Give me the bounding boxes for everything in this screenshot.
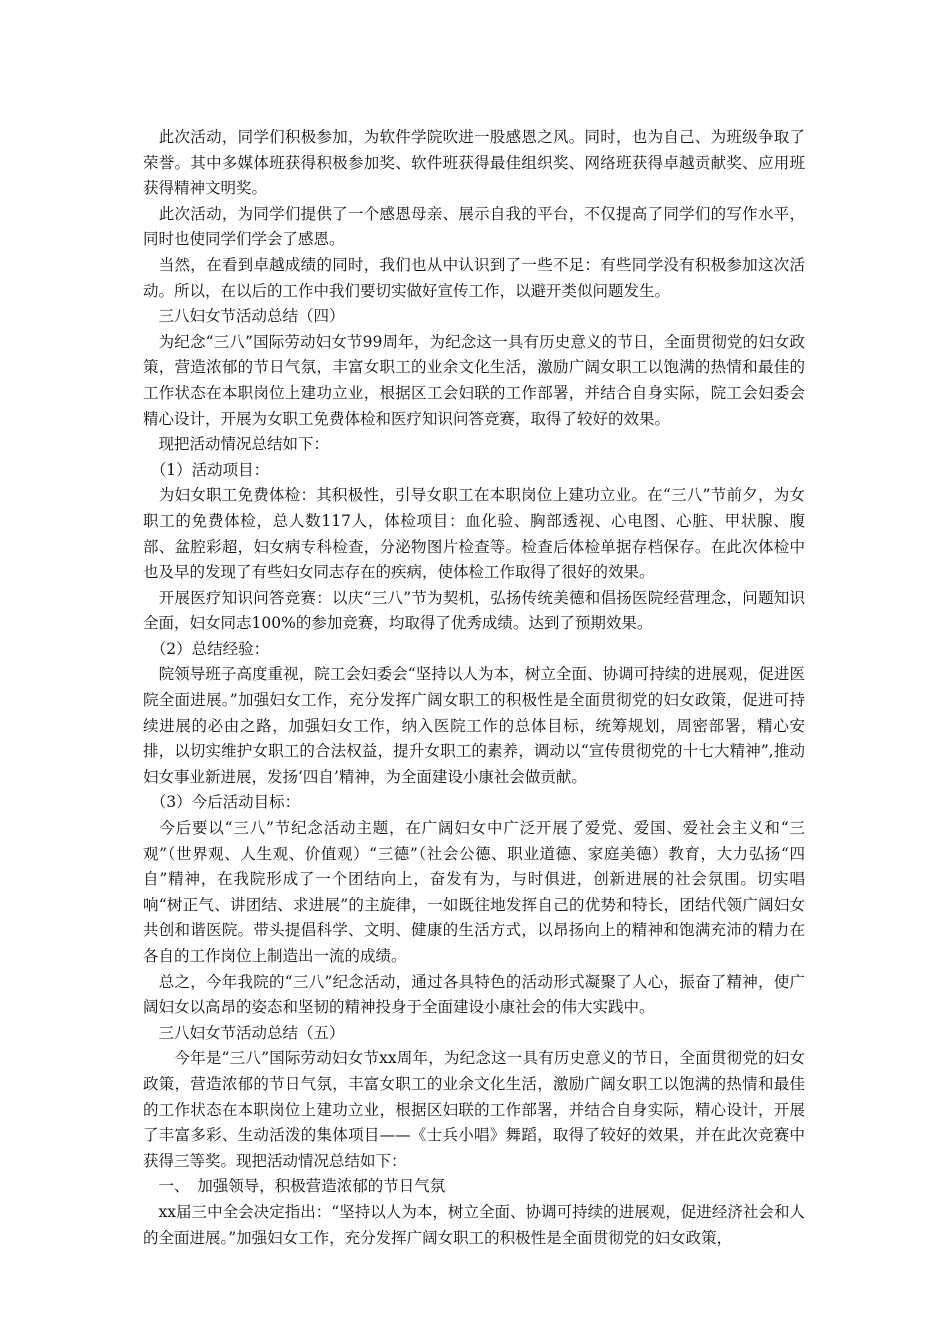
paragraph-shortcomings: 当然，在看到卓越成绩的同时，我们也从中认识到了一些不足：有些同学没有积极参加这次活动。所以，在以后的工作中我们要切实做好宣传工作，以避开类似问题发生。 <box>143 255 805 300</box>
subheading-future-goals: （3）今后活动目标： <box>143 793 301 812</box>
paragraph-platform: 此次活动，为同学们提供了一个感恩母亲、展示自我的平台，不仅提高了同学们的写作水平，同时也使同学们学会了感恩。 <box>143 204 805 249</box>
subheading-leadership: 一、 加强领导，积极营造浓郁的节日气氛 <box>143 1177 446 1196</box>
paragraph-intro-five: 今年是“三八”国际劳动妇女节xx周年，为纪念这一具有历史意义的节日，全面贯彻党的妇女政策，营造浓郁的节日气氛，丰富女职工的业余文化生活，激励广阔女职工以饱满的热情和最佳的工作状态在本职岗位上建功立业，根据区妇联的工作部署，并结合自身实际，精心设计，开展了丰富多彩、生动活泼的集体项目——《士兵小唱》舞蹈，取得了较好的效果，并在此次竞赛中获得三等奖。现把活动情况总结如下： <box>143 1049 805 1170</box>
paragraph-experience: 院领导班子高度重视，院工会妇委会“坚持以人为本，树立全面、协调可持续的进展观，促进医院全面进展。”加强妇女工作，充分发挥广阔女职工的积极性是全面贯彻党的妇女政策，促进可持续进展的必由之路，加强妇女工作，纳入医院工作的总体目标，统筹规划，周密部署，精心安排，以切实维护女职工的合法权益，提升女职工的素养，调动以“宣传贯彻党的十七大精神”,推动妇女事业新进展，发扬‘四自’精神，为全面建设小康社会做贡献。 <box>143 665 805 786</box>
paragraph-summary-lead: 现把活动情况总结如下： <box>143 435 330 454</box>
paragraph-plenum: xx届三中全会决定指出：“坚持以人为本，树立全面、协调可持续的进展观，促进经济社会和人的全面进展。”加强妇女工作，充分发挥广阔女职工的积极性是全面贯彻党的妇女政策， <box>143 1202 805 1247</box>
section-heading-four: 三八妇女节活动总结（四） <box>143 307 345 326</box>
paragraph-future-goals: 今后要以“三八”节纪念活动主题，在广阔妇女中广泛开展了爱党、爱国、爱社会主义和“三观”（世界观、人生观、价值观）“三德”（社会公德、职业道德、家庭美德）教育，大力弘扬“四自”精神，在我院形成了一个团结向上，奋发有为，与时俱进，创新进展的社会氛围。切实唱响“树正气、讲团结、求进展”的主旋律，一如既往地发挥自己的优势和特长，团结代领广阔妇女共创和谐医院。带头提倡科学、文明、健康的生活方式，以昂扬向上的精神和饱满充沛的精力在各自的工作岗位上制造出一流的成绩。 <box>143 819 805 965</box>
subheading-activity-items: （1）活动项目： <box>143 460 270 479</box>
paragraph-intro-four: 为纪念“三八”国际劳动妇女节99周年，为纪念这一具有历史意义的节日，全面贯彻党的妇女政策，营造浓郁的节日气氛，丰富女职工的业余文化生活，激励广阔女职工以饱满的热情和最佳的工作状态在本职岗位上建功立业，根据区工会妇联的工作部署，并结合自身实际，院工会妇委会精心设计，开展为女职工免费体检和医疗知识问答竞赛，取得了较好的效果。 <box>143 332 805 428</box>
paragraph-conclusion: 总之，今年我院的“三八”纪念活动，通过各具特色的活动形式凝聚了人心，振奋了精神，使广阔妇女以高昂的姿态和坚韧的精神投身于全面建设小康社会的伟大实践中。 <box>143 972 805 1017</box>
subheading-experience: （2）总结经验： <box>143 639 270 658</box>
paragraph-quiz: 开展医疗知识问答竞赛：以庆“三八”节为契机，弘扬传统美德和倡扬医院经营理念，问题知识全面，妇女同志100%的参加竞赛，均取得了优秀成绩。达到了预期效果。 <box>143 588 805 633</box>
paragraph-free-checkup: 为妇女职工免费体检：其积极性，引导女职工在本职岗位上建功立业。在“三八”节前夕，为女职工的免费体检，总人数117人，体检项目：血化验、胸部透视、心电图、心脏、甲状腺、腹部、盆腔彩超，妇女病专科检查，分泌物图片检查等。检查后体检单据存档保存。在此次体检中也及早的发现了有些妇女同志存在的疾病，使体检工作取得了很好的效果。 <box>143 486 805 582</box>
section-heading-five: 三八妇女节活动总结（五） <box>143 1023 345 1042</box>
document-page <box>143 125 805 1251</box>
paragraph-activity-result: 此次活动，同学们积极参加，为软件学院吹进一股感恩之风。同时，也为自己、为班级争取了荣誉。其中多媒体班获得积极参加奖、软件班获得最佳组织奖、网络班获得卓越贡献奖、应用班获得精神文明奖。 <box>143 128 805 198</box>
